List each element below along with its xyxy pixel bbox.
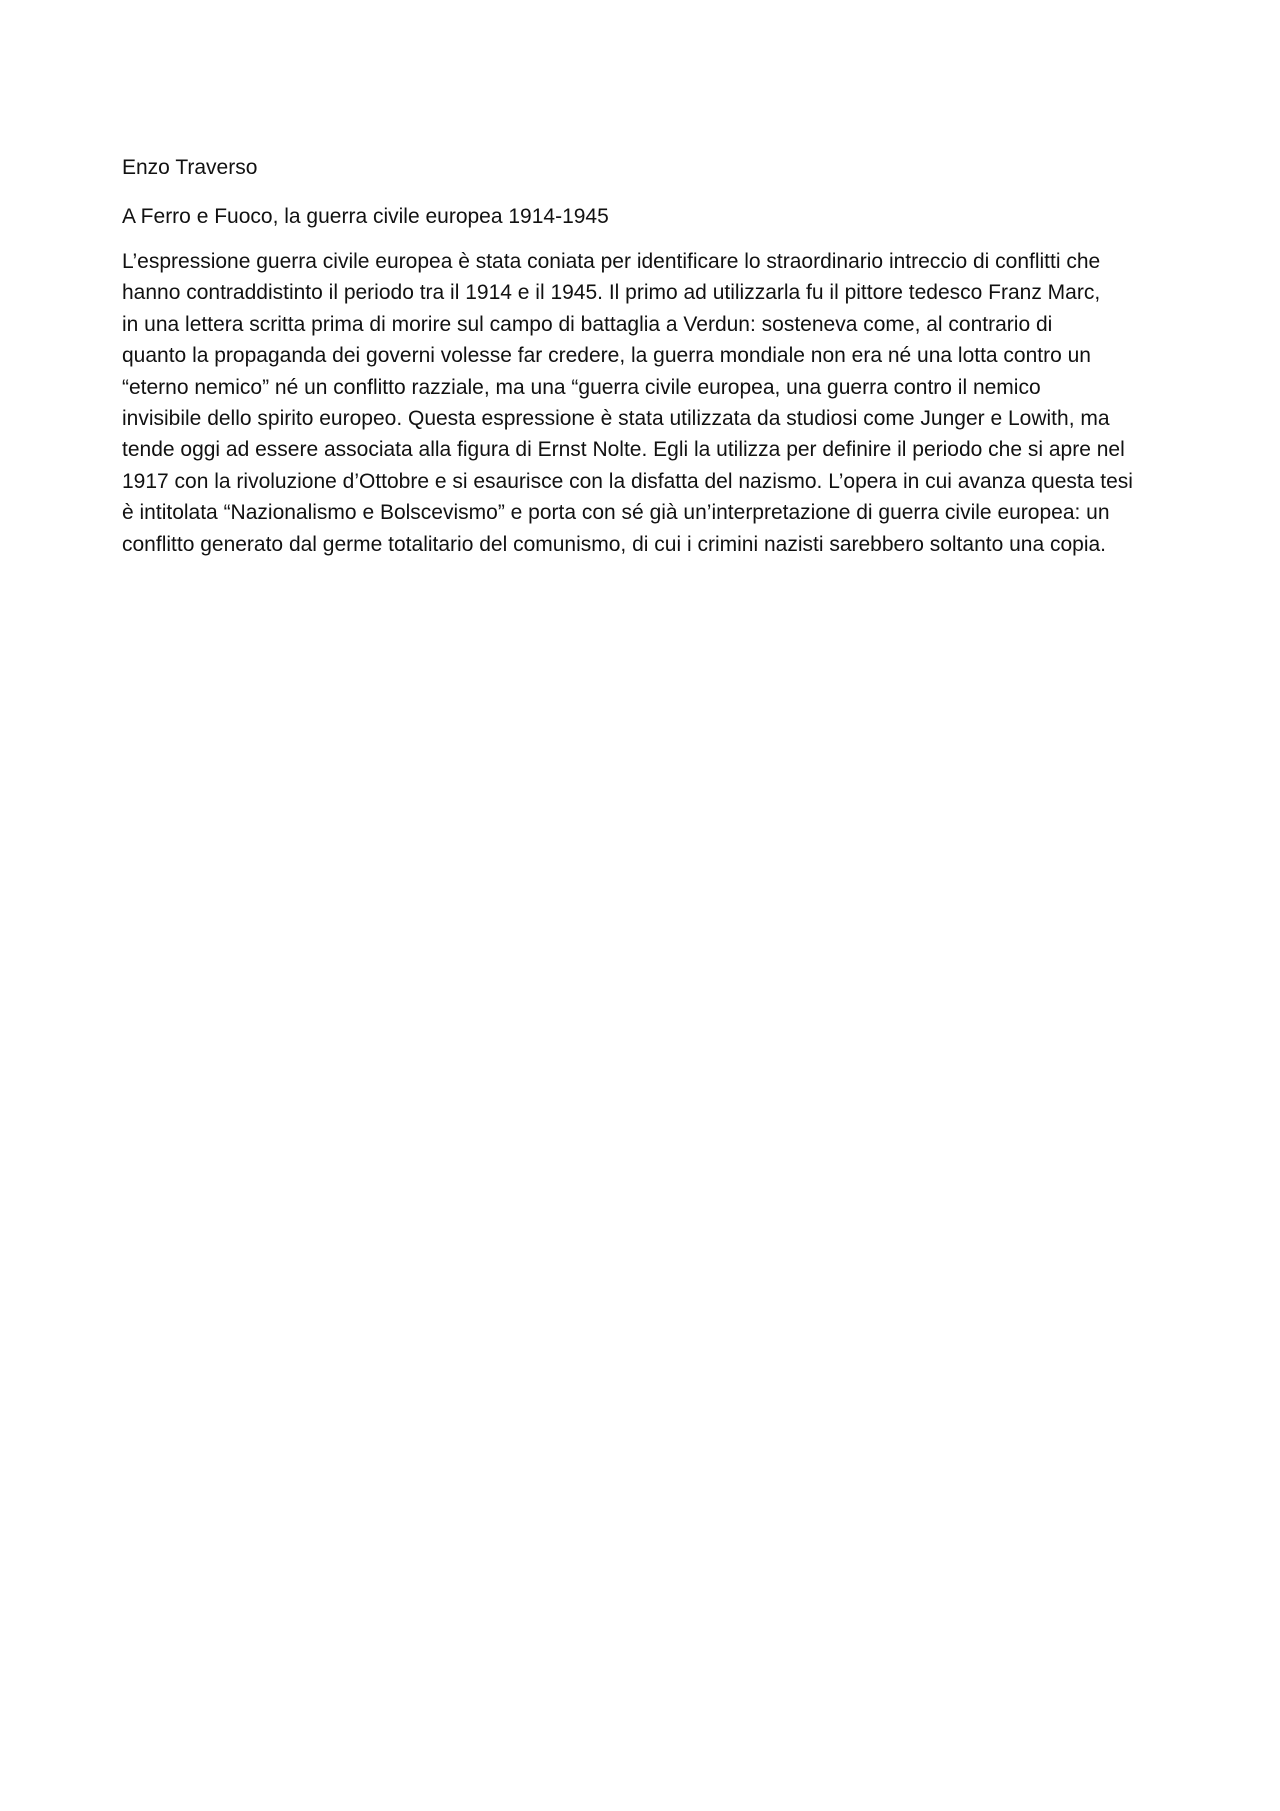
paragraph-line: 1917 con la rivoluzione d’Ottobre e si esaurisce con la disfatta del nazismo. L’opera in cui avanza questa tesi bbox=[122, 469, 1133, 493]
paragraph-line: in una lettera scritta prima di morire sul campo di battaglia a Verdun: sosteneva come, al contrario di bbox=[122, 312, 1053, 336]
document-title: A Ferro e Fuoco, la guerra civile europea 1914-1945 bbox=[122, 205, 609, 228]
paragraph-line: tende oggi ad essere associata alla figura di Ernst Nolte. Egli la utilizza per definire il periodo che si apre nel bbox=[122, 438, 1125, 462]
paragraph-line: conflitto generato dal germe totalitario del comunismo, di cui i crimini nazisti sarebbero soltanto una copia. bbox=[122, 532, 1107, 556]
main-paragraph bbox=[122, 246, 1167, 560]
paragraph-line: L’espressione guerra civile europea è stata coniata per identificare lo straordinario intreccio di conflitti che bbox=[122, 250, 1101, 273]
document-body bbox=[122, 152, 1167, 560]
paragraph-line: quanto la propaganda dei governi volesse far credere, la guerra mondiale non era né una lotta contro un bbox=[122, 344, 1091, 368]
author-name: Enzo Traverso bbox=[122, 156, 258, 179]
paragraph-line: è intitolata “Nazionalismo e Bolscevismo” e porta con sé già un’interpretazione di guerra civile europea: un bbox=[122, 501, 1110, 525]
paragraph-line: invisibile dello spirito europeo. Questa espressione è stata utilizzata da studiosi come Junger e Lowith, ma bbox=[122, 407, 1110, 431]
paragraph-line: hanno contraddistinto il periodo tra il 1914 e il 1945. Il primo ad utilizzarla fu il pittore tedesco Franz Marc, bbox=[122, 281, 1101, 305]
paragraph-line: “eterno nemico” né un conflitto razziale, ma una “guerra civile europea, una guerra contro il nemico bbox=[122, 375, 1041, 399]
